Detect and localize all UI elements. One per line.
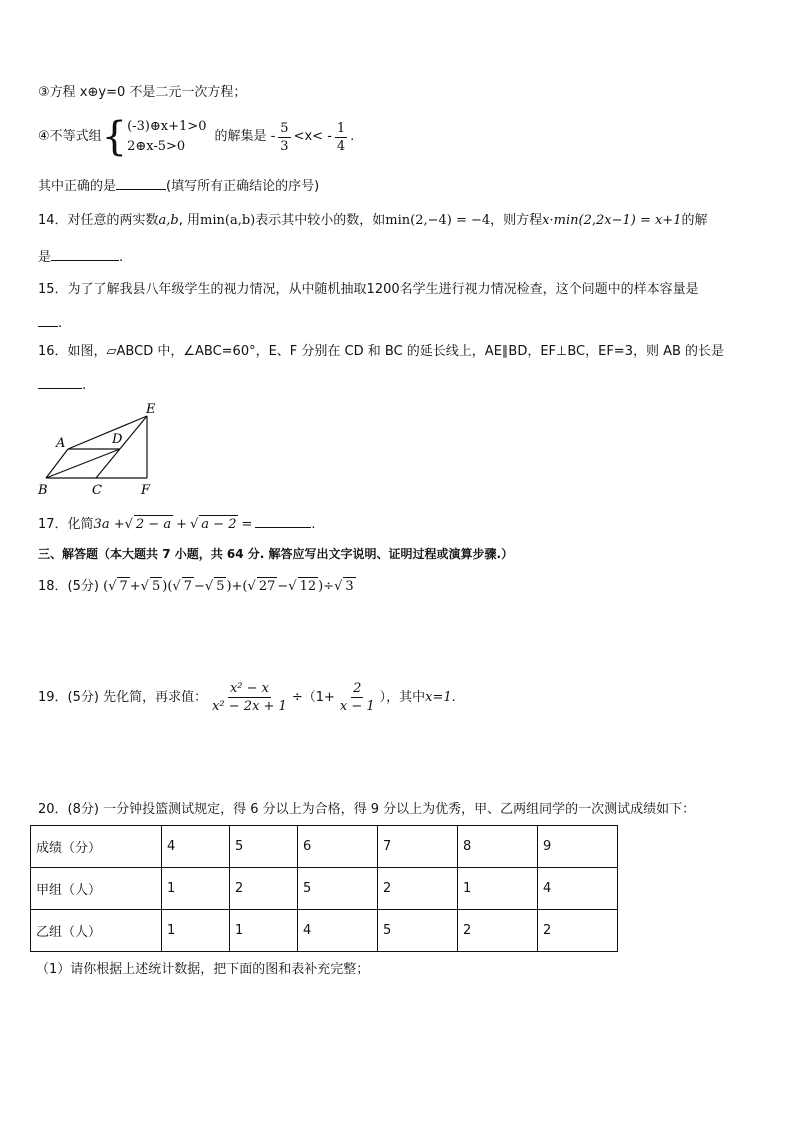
fraction-numerator: 2 — [353, 681, 362, 696]
q19-fraction-2 — [338, 680, 377, 715]
line-ce — [96, 416, 147, 478]
item-4-middle: 的解集是 - — [214, 129, 276, 144]
label-e: E — [146, 402, 156, 417]
inequality-line-2: 2⊕x-5>0 — [127, 139, 186, 154]
question-20: 20．(8分) 一分钟投篮测试规定，得 6 分以上为合格，得 9 分以上为优秀，甲、乙两组同学的一次测试成绩如下： — [38, 802, 696, 817]
table-cell: 1 — [458, 868, 538, 910]
question-14-line-2 — [38, 248, 123, 267]
table-cell: 5 — [298, 868, 378, 910]
q19-close: ），其中 — [379, 689, 426, 705]
table-cell: 1 — [162, 868, 230, 910]
q14-text-c: 表示其中较小的数，如 — [255, 213, 386, 228]
q17-expr: 3a + — [93, 517, 125, 532]
answer-blank[interactable] — [51, 248, 119, 261]
q14-min-ab: min(a,b) — [200, 213, 256, 228]
item-4-relation: <x< - — [293, 129, 332, 144]
q14-text-e: 的解 — [681, 213, 708, 228]
question-15-line-2 — [38, 314, 62, 333]
fraction-5-3 — [278, 120, 290, 155]
correct-answer-line — [38, 177, 319, 196]
table-cell: 4 — [162, 826, 230, 868]
question-17 — [38, 515, 316, 534]
table-cell: 4 — [538, 868, 618, 910]
table-row-label: 成绩（分） — [31, 826, 162, 868]
q18-paren: )÷ — [318, 579, 335, 594]
answer-blank[interactable] — [255, 515, 311, 528]
table-cell: 2 — [458, 910, 538, 952]
table-row-group-b-row — [31, 910, 618, 952]
table-cell: 6 — [298, 826, 378, 868]
item-4-end: . — [350, 129, 355, 144]
question-16: 16．如图，▱ABCD 中，∠ABC=60°，E、F 分别在 CD 和 BC 的延长线上，AE∥BD，EF⊥BC，EF=3，则 AB 的长是 — [38, 344, 725, 359]
q18-paren: ( — [103, 579, 109, 594]
q17-plus: + — [176, 517, 187, 532]
parallelogram-figure — [34, 400, 164, 500]
correct-line-text: 其中正确的是 — [38, 179, 117, 194]
q18-radicand: 5 — [216, 579, 225, 594]
table-cell: 1 — [230, 910, 298, 952]
q19-condition: x=1. — [425, 689, 456, 705]
item-4 — [38, 114, 355, 160]
q17-pre: 17．化简 — [38, 517, 94, 532]
label-b: B — [38, 483, 48, 498]
q15-line2-post: . — [58, 316, 63, 331]
q17-radicand-1: 2 − a — [135, 517, 172, 532]
item-4-prefix: ④不等式组 — [38, 129, 102, 144]
inequality-line-1: (-3)⊕x+1>0 — [127, 119, 207, 134]
fraction-denominator: x² − 2x + 1 — [212, 699, 287, 714]
section-title: 三、解答题 — [38, 547, 99, 561]
section-note: （本大题共 7 小题，共 64 分. 解答应写出文字说明、证明过程或演算步骤.） — [98, 547, 514, 561]
q18-radicand: 7 — [183, 579, 192, 594]
item-3: ③方程 x⊕y=0 不是二元一次方程； — [38, 85, 247, 100]
fraction-denominator: x − 1 — [339, 699, 375, 714]
answer-blank[interactable] — [38, 376, 82, 389]
label-a: A — [56, 436, 66, 451]
table-row-header-row — [31, 826, 618, 868]
label-c: C — [92, 483, 102, 498]
q18-op: − — [277, 579, 289, 594]
fraction-numerator: 5 — [280, 120, 289, 136]
question-20-part-1: （1）请你根据上述统计数据，把下面的图和表补充完整； — [36, 962, 370, 977]
q14-text-d: ，则方程 — [490, 213, 543, 228]
section-3-heading — [38, 545, 513, 563]
answer-blank[interactable] — [38, 314, 58, 327]
q17-end: . — [311, 517, 316, 532]
q14-line2-pre: 是 — [38, 250, 52, 265]
q18-radicand: 12 — [299, 579, 317, 594]
q18-paren: )+( — [226, 579, 248, 594]
line-ae — [68, 416, 147, 449]
sqrt-sign: √ — [108, 579, 117, 594]
left-brace: { — [101, 114, 128, 160]
sqrt-sign: √ — [288, 579, 297, 594]
sqrt-sign: √ — [189, 517, 199, 532]
q18-op: + — [129, 579, 141, 594]
table-cell: 9 — [538, 826, 618, 868]
q14-text-b: , 用 — [178, 213, 201, 228]
fraction-numerator: 1 — [336, 120, 346, 136]
q14-equation: x·min(2,2x−1) = x+1 — [542, 213, 682, 228]
fraction-denominator: 4 — [336, 138, 346, 154]
table-cell: 1 — [162, 910, 230, 952]
q14-line2-post: . — [119, 250, 124, 265]
question-15: 15．为了了解我县八年级学生的视力情况，从中随机抽取1200名学生进行视力情况检查，这个问题中的样本容量是 — [38, 282, 699, 297]
table-cell: 7 — [378, 826, 458, 868]
q18-paren: )( — [162, 579, 173, 594]
table-row-label: 甲组（人） — [31, 868, 162, 910]
q18-radicand: 3 — [345, 579, 354, 594]
answer-blank[interactable] — [116, 177, 166, 190]
sqrt-sign: √ — [172, 579, 181, 594]
table-cell: 5 — [230, 826, 298, 868]
q19-pre: 19．(5分) 先化简，再求值： — [38, 689, 208, 705]
label-d: D — [112, 432, 123, 447]
sqrt-sign: √ — [204, 579, 214, 594]
label-f: F — [141, 483, 151, 498]
q18-op: − — [193, 579, 205, 594]
q14-min-example: min(2,−4) = −4 — [385, 213, 491, 228]
table-row-group-a-row — [31, 868, 618, 910]
q17-radicand-2: a − 2 — [201, 517, 237, 532]
table-cell: 2 — [378, 868, 458, 910]
table-cell: 2 — [230, 868, 298, 910]
fraction-numerator: x² − x — [229, 681, 269, 696]
q18-radicand: 27 — [258, 579, 276, 594]
table-cell: 8 — [458, 826, 538, 868]
q14-ab: a,b — [158, 213, 179, 228]
sqrt-sign: √ — [334, 579, 343, 594]
fraction-1-4 — [335, 120, 347, 155]
table-cell: 2 — [538, 910, 618, 952]
q19-divide: ÷（1+ — [291, 689, 335, 705]
sqrt-sign: √ — [140, 579, 149, 594]
question-16-line-2 — [38, 376, 86, 395]
fraction-denominator: 3 — [280, 138, 289, 154]
q17-equals: = — [241, 517, 253, 532]
q14-text-a: 14．对任意的两实数 — [38, 213, 159, 228]
q19-fraction-1 — [210, 680, 289, 715]
question-18 — [38, 577, 356, 596]
sqrt-sign: √ — [124, 517, 133, 532]
q18-radicand: 7 — [119, 579, 128, 594]
table-row-label: 乙组（人） — [31, 910, 162, 952]
table-cell: 4 — [298, 910, 378, 952]
score-table — [30, 825, 618, 952]
q18-radicand: 5 — [151, 579, 161, 594]
table-cell: 5 — [378, 910, 458, 952]
sqrt-sign: √ — [247, 579, 256, 594]
question-19 — [38, 680, 456, 715]
q18-pre: 18．(5分) — [38, 579, 99, 594]
correct-line-note: (填写所有正确结论的序号) — [166, 179, 320, 194]
question-14 — [38, 212, 707, 230]
inequality-system — [127, 117, 206, 157]
q16-line2-post: . — [82, 378, 87, 393]
